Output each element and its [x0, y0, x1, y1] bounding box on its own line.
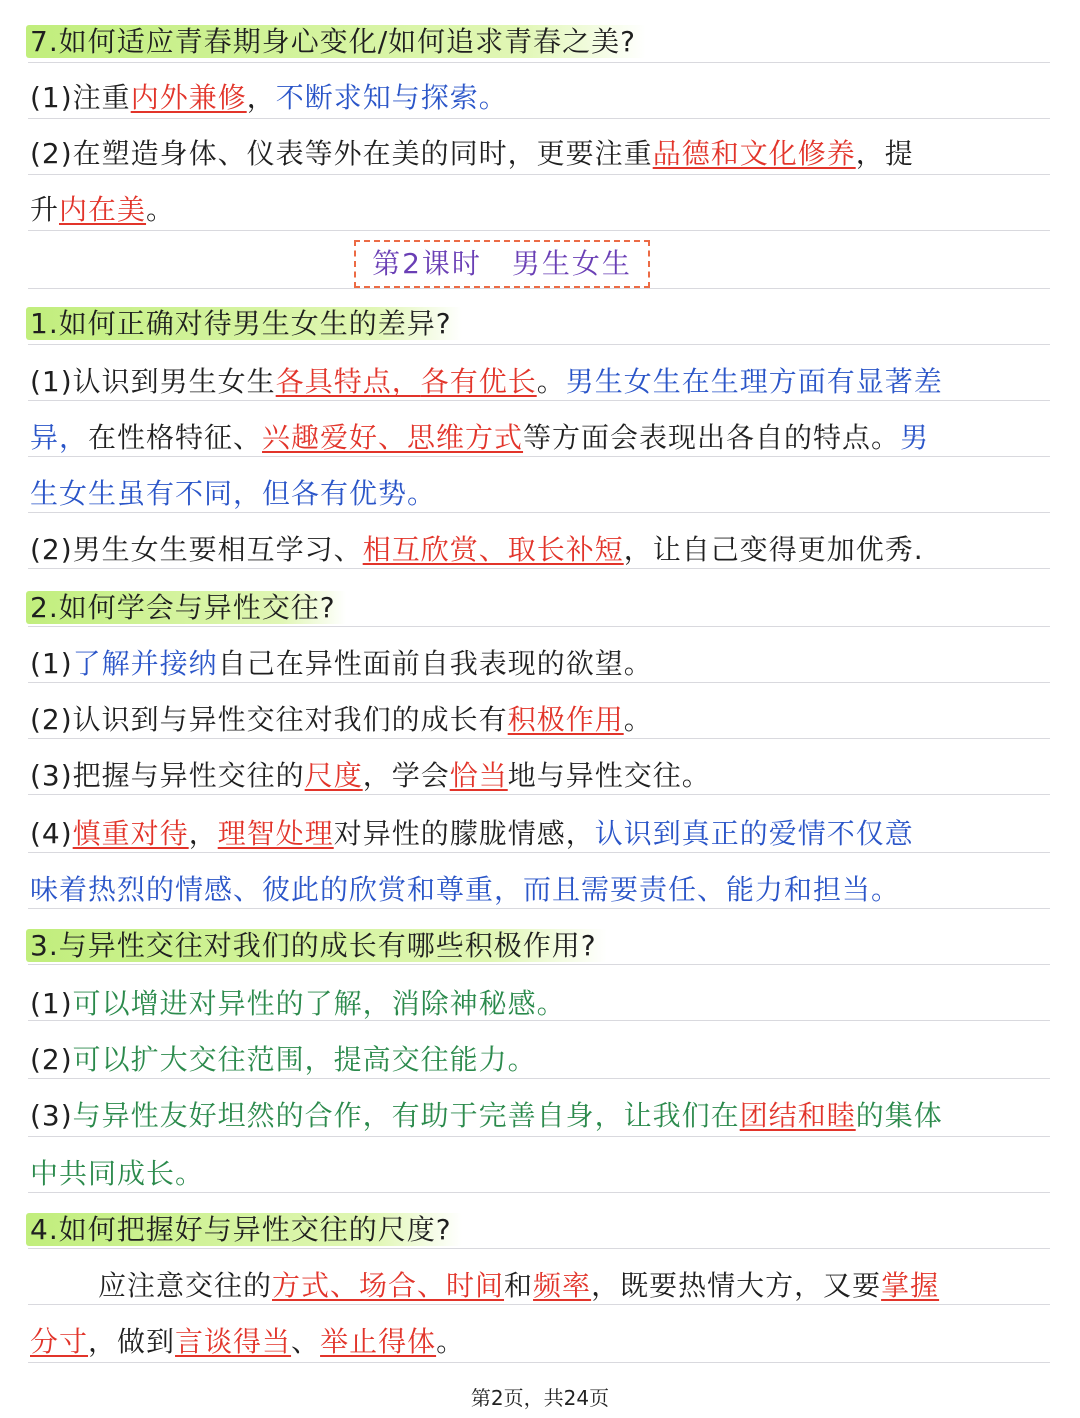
- item-number: (1): [30, 365, 73, 398]
- ruled-line: [28, 62, 1050, 63]
- item-number: (4): [30, 817, 73, 850]
- blue-note: 男生女生在生理方面有显著差: [565, 365, 943, 398]
- text-run: 地与异性交往。: [507, 759, 711, 792]
- green-note: 可以增进对异性的了解，消除神秘感。: [72, 987, 566, 1020]
- blue-note: 味着热烈的情感、彼此的欣赏和尊重，而且需要责任、能力和担当。: [30, 873, 901, 906]
- item-number: (1): [30, 987, 73, 1020]
- key-term: 恰当: [449, 759, 508, 792]
- text-run: 。: [536, 365, 566, 398]
- text-run: 男生女生要相互学习、: [72, 533, 363, 566]
- green-note: 与异性友好坦然的合作，有助于完善自身，让我们在: [72, 1099, 740, 1132]
- text-run: 认识到与异性交往对我们的成长有: [72, 703, 508, 736]
- text-run: 和: [504, 1269, 534, 1302]
- answer-line: [30, 814, 1050, 854]
- text-run: 认识到男生女生: [72, 365, 276, 398]
- text-run: 。: [436, 1325, 466, 1358]
- key-term: 掌握: [881, 1269, 940, 1302]
- key-term: 分寸: [30, 1325, 89, 1358]
- answer-line: [30, 984, 1050, 1024]
- key-term: 各具特点，: [275, 365, 421, 398]
- ruled-line: [28, 1136, 1050, 1137]
- question-heading: [30, 304, 1050, 344]
- text-run: 把握与异性交往的: [72, 759, 305, 792]
- answer-line: [30, 700, 1050, 740]
- key-term: 慎重对待: [72, 817, 189, 850]
- text-run: 在塑造身体、仪表等外在美的同时，更要注重: [72, 137, 653, 170]
- text-run: ，: [246, 81, 276, 114]
- text-run: 等方面会表现出各自的特点。: [523, 421, 901, 454]
- blue-note: 生女生虽有不同，但各有优势。: [30, 477, 437, 510]
- answer-line: [30, 190, 1050, 230]
- key-term: 举止得体: [320, 1325, 437, 1358]
- text-run: ，学会: [362, 759, 450, 792]
- answer-line: [30, 1096, 1050, 1136]
- s1-title: 1.如何正确对待男生女生的差异?: [26, 307, 462, 340]
- s2-title: 2.如何学会与异性交往?: [26, 591, 346, 624]
- item-number: (2): [30, 703, 73, 736]
- item-number: (2): [30, 533, 73, 566]
- answer-line: [30, 78, 1050, 118]
- item-number: (3): [30, 759, 73, 792]
- text-run: 。: [146, 193, 176, 226]
- text-run: 升: [30, 193, 60, 226]
- blue-note: 认识到真正的爱情不仅意: [594, 817, 914, 850]
- item-number: (2): [30, 137, 73, 170]
- question-heading: [30, 22, 1050, 62]
- text-run: 对异性的朦胧情感，: [333, 817, 595, 850]
- answer-line: [30, 756, 1050, 796]
- answer-line: [30, 362, 1050, 402]
- key-term: 内在美: [59, 193, 147, 226]
- text-run: 在性格特征、: [88, 421, 263, 454]
- answer-line: [30, 474, 1050, 514]
- answer-line: [98, 1266, 1080, 1306]
- ruled-line: [28, 1362, 1050, 1363]
- text-run: ，: [188, 817, 218, 850]
- text-run: 、: [291, 1325, 321, 1358]
- blue-note: 了解并接纳: [72, 647, 218, 680]
- ruled-line: [28, 174, 1050, 175]
- blue-note: 异，: [30, 421, 89, 454]
- question-heading: [30, 926, 1050, 966]
- text-run: 注重: [72, 81, 131, 114]
- page-number: 第2页，共24页: [470, 1386, 610, 1410]
- answer-line: [30, 1154, 1050, 1194]
- text-run: ，提: [855, 137, 914, 170]
- key-term: 内外兼修: [130, 81, 247, 114]
- key-term: 兴趣爱好、思维方式: [262, 421, 524, 454]
- key-term: 理智处理: [217, 817, 334, 850]
- green-note: 中共同成长。: [30, 1157, 205, 1190]
- green-note: 可以扩大交往范围，提高交往能力。: [72, 1043, 537, 1076]
- key-term: 积极作用: [507, 703, 624, 736]
- text-run: ，让自己变得更加优秀.: [623, 533, 924, 566]
- item-number: (1): [30, 81, 73, 114]
- answer-line: [30, 530, 1050, 570]
- ruled-line: [28, 344, 1050, 345]
- ruled-line: [28, 288, 1050, 289]
- key-term: 团结和睦: [739, 1099, 856, 1132]
- key-term: 方式、场合、时间: [272, 1269, 505, 1302]
- item-number: (3): [30, 1099, 73, 1132]
- key-term: 言谈得当: [175, 1325, 292, 1358]
- s4-title: 4.如何把握好与异性交往的尺度?: [26, 1213, 462, 1246]
- text-run: 。: [623, 703, 653, 736]
- text-run: 应注意交往的: [98, 1269, 273, 1302]
- answer-line: [30, 1040, 1050, 1080]
- text-run: ，做到: [88, 1325, 176, 1358]
- key-term: 尺度: [304, 759, 363, 792]
- answer-line: [30, 134, 1050, 174]
- blue-note: 不断求知与探索。: [275, 81, 508, 114]
- key-term: 各有优长: [420, 365, 537, 398]
- question-heading: [30, 588, 1050, 628]
- ruled-line: [28, 118, 1050, 119]
- lesson-title: 第2课时 男生女生: [354, 240, 650, 288]
- blue-note: 男: [900, 421, 930, 454]
- answer-line: [30, 870, 1050, 910]
- green-note: 的集体: [855, 1099, 943, 1132]
- question-heading: [30, 1210, 1050, 1250]
- item-number: (2): [30, 1043, 73, 1076]
- q7-title: 7.如何适应青春期身心变化/如何追求青春之美?: [26, 25, 646, 58]
- answer-line: [30, 1322, 1050, 1362]
- ruled-line: [28, 230, 1050, 231]
- item-number: (1): [30, 647, 73, 680]
- key-term: 品德和文化修养: [652, 137, 856, 170]
- answer-line: [30, 644, 1050, 684]
- text-run: 自己在异性面前自我表现的欲望。: [217, 647, 653, 680]
- text-run: ，既要热情大方，又要: [591, 1269, 882, 1302]
- s3-title: 3.与异性交往对我们的成长有哪些积极作用?: [26, 929, 607, 962]
- answer-line: [30, 418, 1050, 458]
- key-term: 相互欣赏、取长补短: [362, 533, 624, 566]
- key-term: 频率: [533, 1269, 592, 1302]
